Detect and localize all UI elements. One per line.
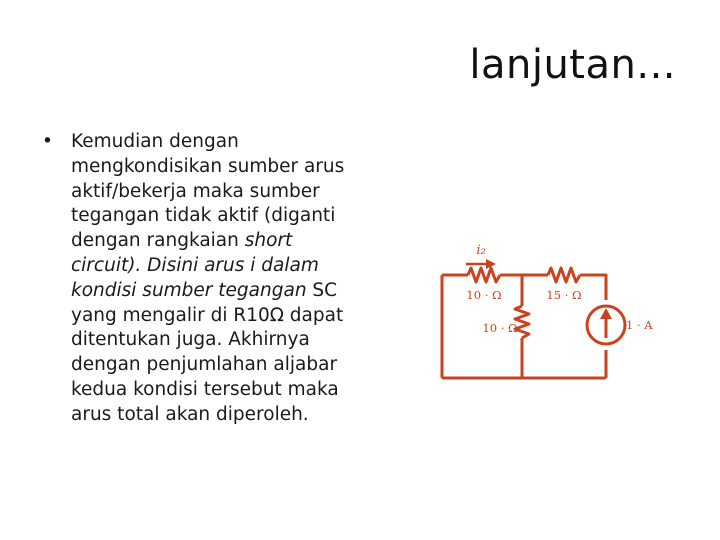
wire-top-right <box>580 275 606 300</box>
resistor-middle-label: 10 · Ω <box>482 321 518 335</box>
bullet-text-part-3: SC yang mengalir di R10Ω dapat ditentukan juga. Akhirnya dengan penjumlahan aljabar kedua kondisi tersebut maka arus total akan diperoleh. <box>71 279 344 425</box>
bullet-text <box>71 130 352 428</box>
bullet-text-part-1: Kemudian dengan mengkondisikan sumber arus aktif/bekerja maka sumber tegangan tidak aktif (diganti dengan rangkaian <box>71 131 345 252</box>
bullet-list <box>42 130 352 428</box>
resistor-15ohm <box>548 268 580 282</box>
resistor-right-label: 15 · Ω <box>546 288 582 302</box>
resistor-10ohm-left <box>468 268 500 282</box>
resistor-left-label: 10 · Ω <box>466 288 502 302</box>
bullet-text-part-2-italic: short circuit). Disini arus i dalam kondisi sumber tegangan <box>71 230 319 301</box>
circuit-diagram <box>430 228 670 383</box>
source-label: 1 · A <box>626 318 653 332</box>
current-label-i2: i₂ <box>476 243 486 258</box>
slide-title: lanjutan... <box>469 42 676 88</box>
bullet-marker: • <box>42 131 53 152</box>
